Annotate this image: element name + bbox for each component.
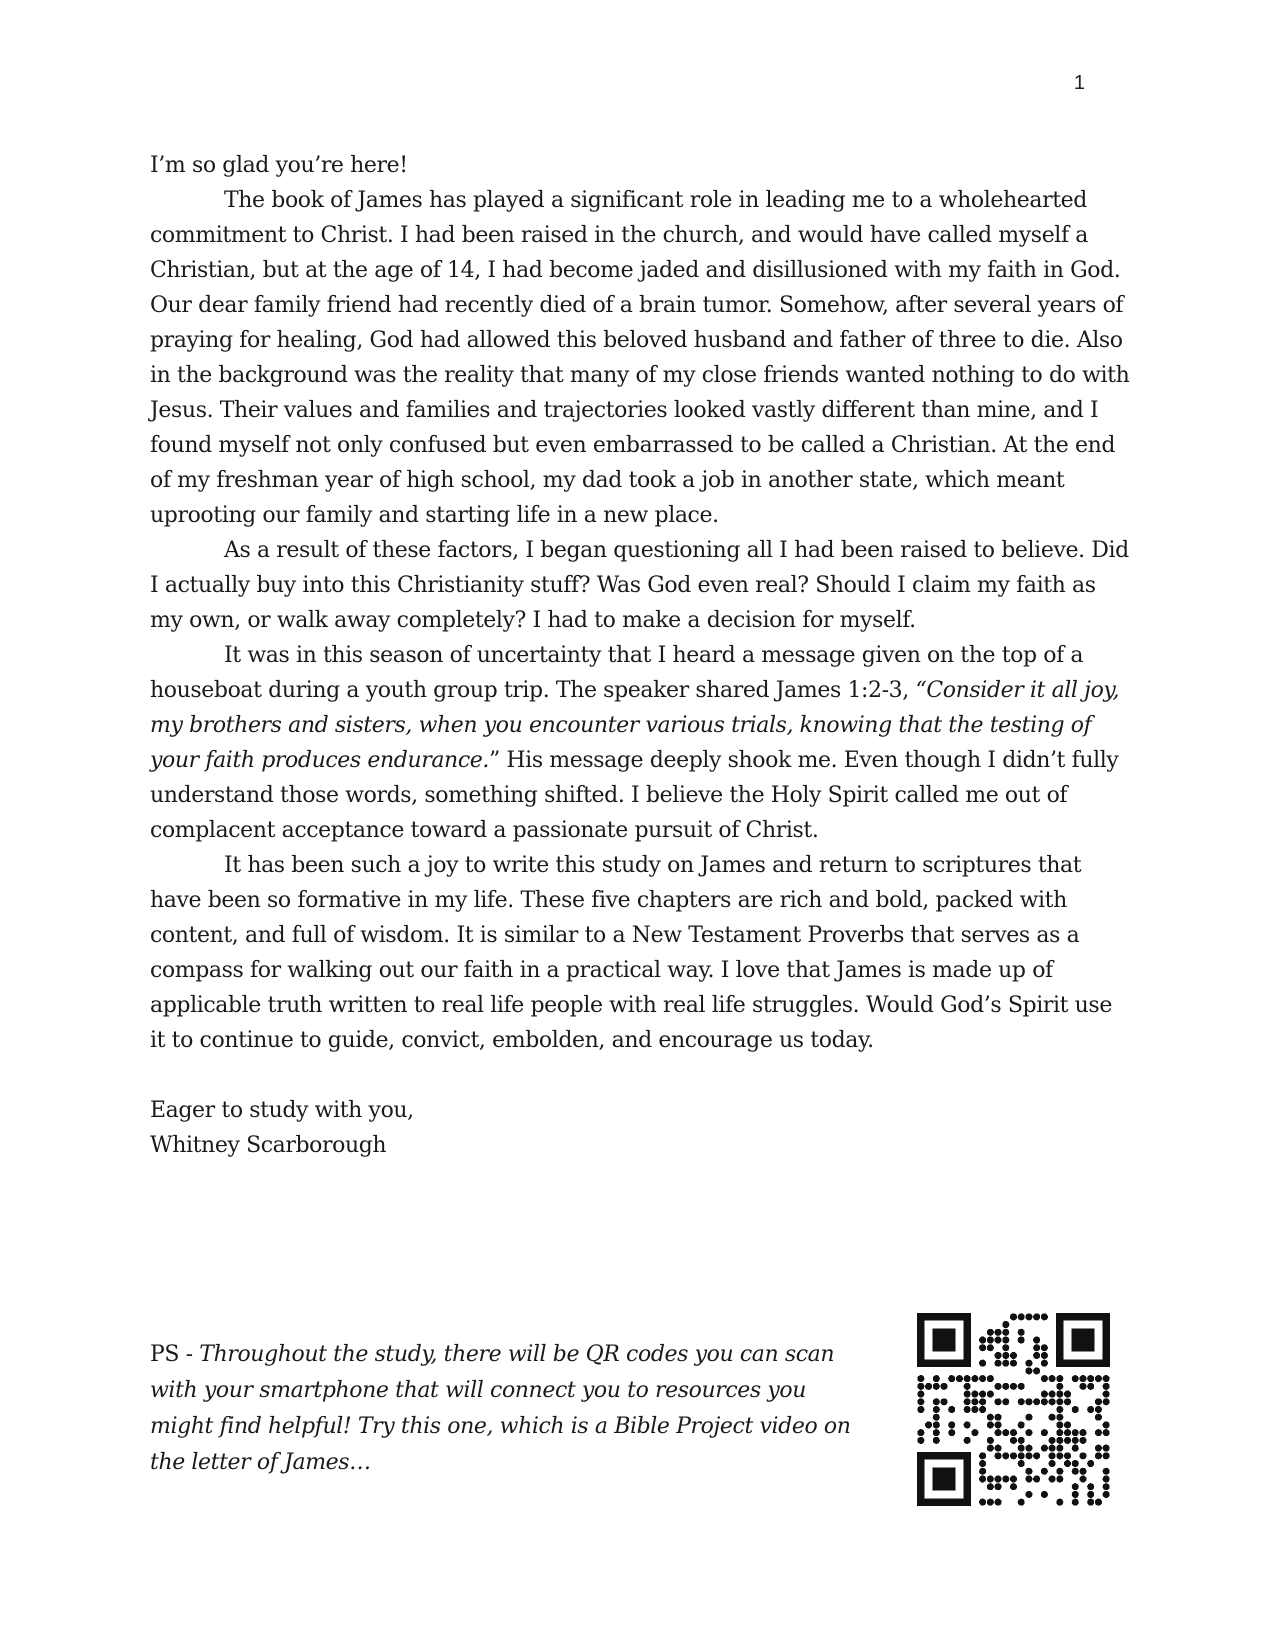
paragraph-3-rest: ” His message deeply shook me. Even though I didn’t fully understand those words, something shifted. I believe the Holy Spirit called me out of complacent acceptance toward a passionate pursuit of Christ. <box>150 748 1119 843</box>
greeting: I’m so glad you’re here! <box>150 153 408 178</box>
postscript <box>150 1337 870 1481</box>
paragraph-4: It has been such a joy to write this study on James and return to scriptures that have been so formative in my life. These five chapters are rich and bold, packed with content, and full of wisdom. It is similar to a New Testament Proverbs that serves as a compass for walking out our faith in a practical way. I love that James is made up of applicable truth written to real life people with real life struggles. Would God’s Spirit use it to continue to guide, convict, embolden, and encourage us today. <box>150 853 1112 1053</box>
paragraph-2: As a result of these factors, I began questioning all I had been raised to believe. Did I actually buy into this Christianity stuff? Was God even real? Should I claim my faith as my own, or walk away completely? I had to make a decision for myself. <box>150 538 1129 633</box>
qr-code-icon[interactable] <box>917 1313 1110 1506</box>
signature: Whitney Scarborough <box>150 1133 387 1158</box>
postscript-text: Throughout the study, there will be QR codes you can scan with your smartphone that will connect you to resources you might find helpful! Try this one, which is a Bible Project video on the letter of James… <box>150 1342 851 1475</box>
paragraph-1: The book of James has played a significant role in leading me to a wholehearted commitment to Christ. I had been raised in the church, and would have called myself a Christian, but at the age of 14, I had become jaded and disillusioned with my faith in God. Our dear family friend had recently died of a brain tumor. Somehow, after several years of praying for healing, God had allowed this beloved husband and father of three to die. Also in the background was the reality that many of my close friends wanted nothing to do with Jesus. Their values and families and trajectories looked vastly different than mine, and I found myself not only confused but even embarrassed to be called a Christian. At the end of my freshman year of high school, my dad took a job in another state, which meant uprooting our family and starting life in a new place. <box>150 188 1130 528</box>
paragraph-3-intro: It was in this season of uncertainty that I heard a message given on the top of a houseboat during a youth group trip. The speaker shared James 1:2-3, <box>150 643 1084 703</box>
page-number: 1 <box>1073 72 1085 94</box>
scripture-quote: “Consider it all joy, my brothers and sisters, when you encounter various trials, knowing that the testing of your faith produces endurance. <box>150 678 1120 773</box>
closing-line: Eager to study with you, <box>150 1098 414 1123</box>
letter-body <box>150 148 1130 1163</box>
postscript-prefix: PS - <box>150 1342 200 1367</box>
paragraph-3 <box>150 638 1130 848</box>
